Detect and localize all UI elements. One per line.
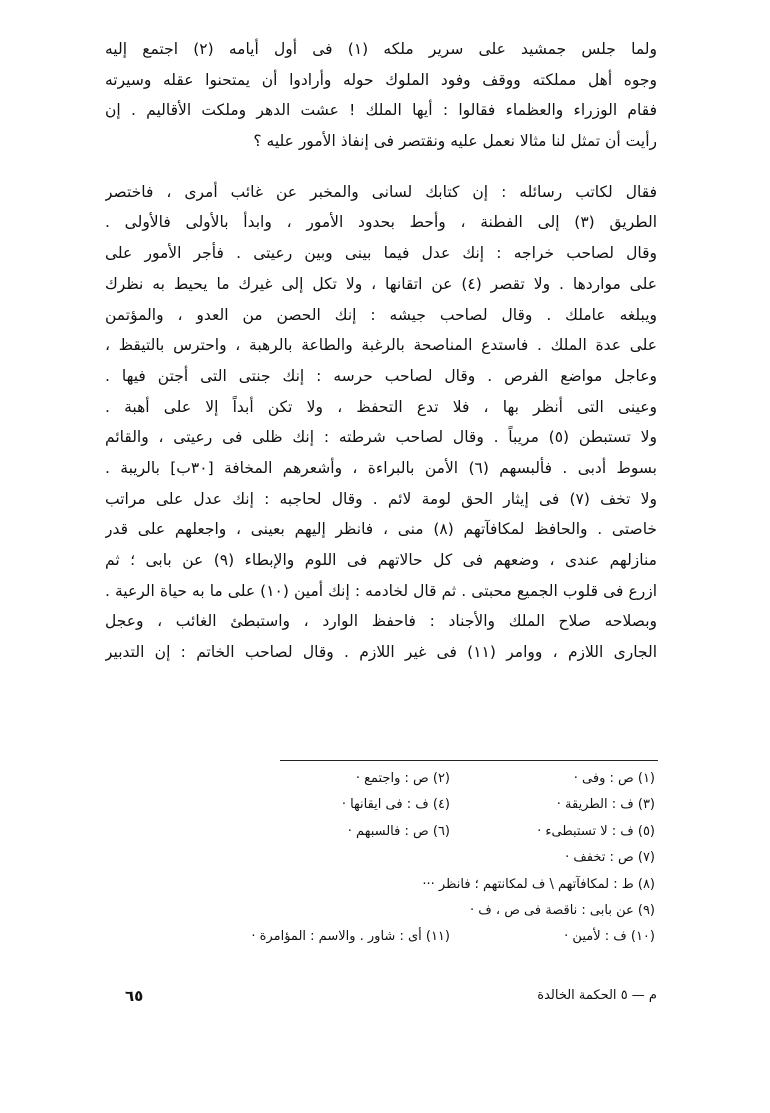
footnote: (١) ص : وفى · bbox=[573, 771, 655, 786]
footnote: (٧) ص : تخفف · bbox=[565, 850, 655, 866]
text-line: وبصلاحه صلاح الملك والأجناد : فاحفظ الوارد ، واستبطئ الغائب ، وعجل bbox=[105, 612, 657, 631]
text-line: وعاجل مواضع الفرص . وقال لصاحب حرسه : إنك جنتى التى أجتن فيها . bbox=[105, 366, 657, 385]
footnotes bbox=[120, 766, 655, 951]
text-line: على عدة الملك . فاستدع المناصحة بالرغبة والطاعة بالرهبة ، واحترس بالتيقظ ، bbox=[105, 336, 657, 355]
footnote-row bbox=[120, 766, 655, 792]
footnote: (٤) ف : فى ايقانها · bbox=[341, 797, 450, 813]
text-line: بسوط أدبى . فألبسهم (٦) الأمن بالبراءة ، وأشعرهم المخافة [٣٠ب] بالريبة . bbox=[105, 458, 657, 477]
text-line: ولا تخف (٧) فى إيثار الحق لومة لائم . وقال لحاجبه : إنك عدل على مراتب bbox=[105, 489, 657, 508]
footnote-row bbox=[120, 819, 655, 845]
text-line: وجوه أهل مملكته ووقف وفود الملوك حوله وأرادوا أن يمتحنوا عقله وسيرته bbox=[105, 70, 657, 89]
main-text bbox=[105, 34, 657, 668]
text-line: وعينى التى أنظر بها ، فلا تدع التحفظ ، ولا تكن أبداً إلا على أهبة . bbox=[105, 397, 657, 416]
text-line: رأيت أن تمثل لنا مثالا نعمل عليه ونقتصر فى إنفاذ الأمور عليه ؟ bbox=[253, 132, 657, 151]
footnote-divider bbox=[280, 760, 658, 761]
page-footer bbox=[105, 984, 657, 1008]
footnote: (١١) أى : شاور . والاسم : المؤامرة · bbox=[251, 929, 450, 945]
text-line: ولا تستبطن (٥) مريباً . وقال لصاحب شرطته : إنك ظلى فى رعيتى ، والقائم bbox=[105, 428, 657, 447]
footnote: (٥) ف : لا تستبطىء · bbox=[537, 823, 655, 839]
signature-mark: م — ٥ الحكمة الخالدة bbox=[537, 988, 657, 1003]
text-line: منازلهم عندى ، وضعهم فى كل حالاتهم فى اللوم والإبطاء (٩) عن بابى ؛ ثم bbox=[105, 551, 657, 569]
paragraph-gap bbox=[105, 157, 657, 177]
text-line: على مواردها . ولا تقصر (٤) عن اتقانها ، ولا تكل إلى غيرك ما يحيط به نظرك bbox=[105, 274, 657, 293]
footnote: (٣) ف : الطريقة · bbox=[556, 797, 655, 813]
text-line: فقال لكاتب رسائله : إن كتابك لسانى والمخبر عن غائب أمرى ، فاختصر bbox=[105, 182, 657, 201]
text-line: ازرع فى قلوب الجميع محبتى . ثم قال لخادمه : إنك أمين (١٠) على ما به حياة الرعية . bbox=[105, 581, 657, 600]
text-line: الطريق (٣) إلى الفطنة ، وأحط بحدود الأمور ، وابدأ بالأولى فالأولى . bbox=[105, 213, 657, 232]
footnote: (٦) ص : فالسبهم · bbox=[347, 823, 450, 839]
footnote: (٩) عن بابى : ناقصة فى ص ، ف · bbox=[470, 902, 655, 918]
text-line: وقال لصاحب خراجه : إنك عدل فيما بينى وبين رعيتى . فأجر الأمور على bbox=[105, 244, 657, 263]
text-line: ولما جلس جمشيد على سرير ملكه (١) فى أول أيامه (٢) اجتمع إليه bbox=[105, 40, 657, 58]
footnote-row bbox=[120, 924, 655, 950]
footnote-row bbox=[120, 872, 655, 898]
paragraph bbox=[105, 34, 657, 157]
footnote: (٢) ص : واجتمع · bbox=[355, 771, 450, 786]
page-number: ٦٥ bbox=[125, 987, 144, 1005]
footnote-row bbox=[120, 792, 655, 818]
footnote: (٨) ط : لمكافآتهم \ ف لمكانتهم ؛ فانظر ··· bbox=[422, 876, 655, 892]
text-line: ويبلغه عاملك . وقال لصاحب جيشه : إنك الحصن من العدو ، والمؤتمن bbox=[105, 305, 657, 324]
footnote-row bbox=[120, 898, 655, 924]
text-line: الجارى اللازم ، ووامر (١١) فى غير اللازم . وقال لصاحب الخاتم : إن التدبير bbox=[105, 643, 657, 662]
paragraph bbox=[105, 177, 657, 668]
footnote: (١٠) ف : لأمين · bbox=[564, 929, 655, 945]
text-line: فقام الوزراء والعظماء فقالوا : أيها الملك ! عشت الدهر وملكت الأقاليم . إن bbox=[105, 101, 657, 120]
footnote-row bbox=[120, 845, 655, 871]
text-line: خاصتى . والحافظ لمكافآتهم (٨) منى ، فانظر إليهم بعينى ، واجعلهم على قدر bbox=[105, 520, 657, 539]
